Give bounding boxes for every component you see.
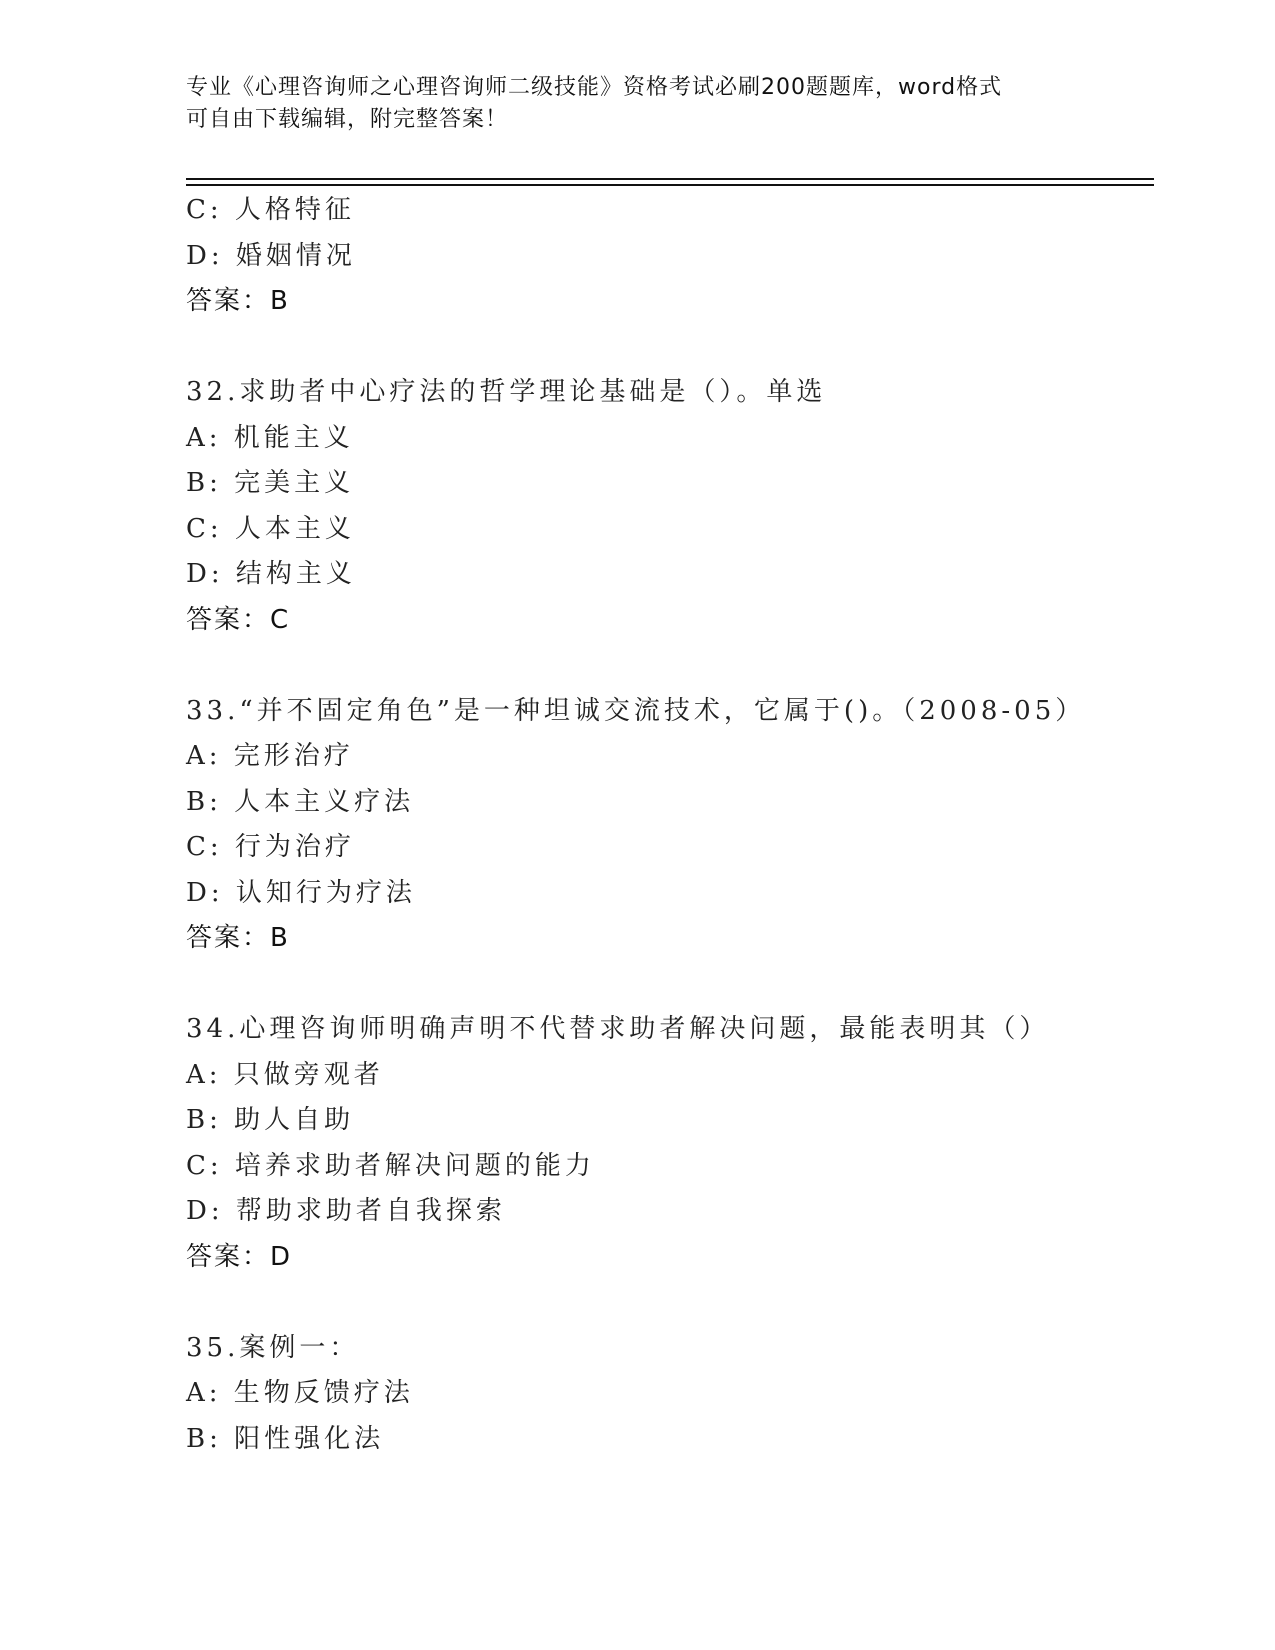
option-d: D: 婚姻情况 <box>186 240 356 271</box>
option-c: C: 人本主义 <box>186 513 355 544</box>
answer-line: 答案：B <box>186 286 290 316</box>
question-block-continued <box>186 188 1146 325</box>
option-c: C: 培养求助者解决问题的能力 <box>186 1150 595 1181</box>
option-d: D: 帮助求助者自我探索 <box>186 1196 506 1226</box>
question-35 <box>186 1326 1146 1463</box>
option-a: A: 生物反馈疗法 <box>186 1378 414 1408</box>
answer-line: 答案：D <box>186 1241 293 1272</box>
document-body <box>186 188 1146 1462</box>
question-stem: 34.心理咨询师明确声明不代替求助者解决问题，最能表明其（） <box>186 1014 1050 1044</box>
option-d: D: 认知行为疗法 <box>186 877 416 908</box>
option-a: A: 机能主义 <box>186 422 354 453</box>
option-c: C: 人格特征 <box>186 195 355 225</box>
answer-line: 答案：B <box>186 923 290 953</box>
question-32 <box>186 370 1146 643</box>
question-33 <box>186 689 1146 962</box>
option-d: D: 结构主义 <box>186 559 356 589</box>
question-stem: 35.案例一： <box>186 1332 360 1363</box>
header-rule-bottom <box>186 184 1154 186</box>
option-b: B: 人本主义疗法 <box>186 786 415 817</box>
header-rule-top <box>186 178 1154 180</box>
option-b: B: 阳性强化法 <box>186 1423 385 1454</box>
question-stem: 33.“并不固定角色”是一种坦诚交流技术，它属于()。（2008-05） <box>186 695 1086 726</box>
option-b: B: 助人自助 <box>186 1105 355 1135</box>
header-line-2: 可自由下载编辑，附完整答案！ <box>186 107 509 132</box>
answer-line: 答案：C <box>186 604 291 635</box>
option-a: A: 只做旁观者 <box>186 1059 384 1090</box>
document-header <box>186 72 1086 136</box>
question-34 <box>186 1007 1146 1280</box>
header-line-1: 专业《心理咨询师之心理咨询师二级技能》资格考试必刷200题题库，word格式 <box>186 75 1003 100</box>
option-a: A: 完形治疗 <box>186 741 354 771</box>
option-c: C: 行为治疗 <box>186 832 355 862</box>
question-stem: 32.求助者中心疗法的哲学理论基础是（）。单选 <box>186 377 827 407</box>
option-b: B: 完美主义 <box>186 468 355 498</box>
